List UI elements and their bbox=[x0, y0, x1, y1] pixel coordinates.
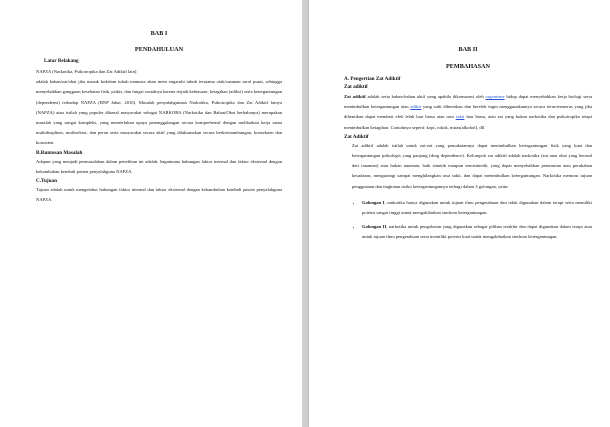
document-page-right bbox=[309, 0, 610, 427]
section-heading-latar-belakang: Latar Belakang bbox=[44, 58, 79, 64]
section-heading-pengertian: A. Pengertian Zat Adiktif bbox=[344, 76, 401, 82]
link-sakit[interactable]: sakit bbox=[455, 114, 465, 120]
link-adiksi[interactable]: adiksi bbox=[410, 104, 422, 110]
section-heading-rumusan: B.Rumusan Masalah bbox=[36, 149, 83, 156]
paragraph-latar-body: adalah bahan/zat/obat jika masuk kedalam tubuh manusia akan mem engaruhi tubuh terutama otak/susunan saraf pusat, sehingga menyebabkan gangguan kesehatan fisik, psikis, dan fungsi sosialnya karena terjadi kebiasaan, ketagihan (adiksi) serta ketergantungan (dependensi) terhadap NAPZA (BNP Jabar, 2010). Masalah penyalahgunaan Narkotika, Psikotropika dan Zat Adiktif lainya (NAPZA) atau istilah yang populer dikenal masyarakat sebagai NARKOBA (Narkotika dan Bahan/Obat berbahanya) merupakan masalah yang sangat kompleks, yang memerlukan upaya penanggulangan secara komprehensif dengan melibatkan kerja sama multidisipliner, multisektor, dan peran serta masyarakat secara aktif yang dilaksanakan secara berkesinambungan, konsekuen dan konsisten. bbox=[36, 79, 282, 146]
paragraph-rumusan: Adapun yang menjadi permasalahan dalam penelitian ini adalah: bagaimana hubungan faktor internal dan faktor eksternal dengan kekambuhan kembali pasien penyalahguna NAPZA. bbox=[36, 158, 282, 174]
subheading-zat-adiktif: Zat adiktif bbox=[344, 84, 368, 90]
chapter-title: PENDAHULUAN bbox=[134, 46, 184, 53]
chapter-number-2: BAB II bbox=[458, 46, 478, 53]
paragraph-definition-1: Zat adiktif adalah serta bahan-bahan aktif yang apabila dikonsumsi oleh organisme hidup dapat menyebabkan kerja biologi serta menimbulkan ketergantungan atau adiksi yang sulit dihentikan dan berefek ingin menggunakannya secara terus-menerus yang jika dihentikan dapat memberi efek lelah luar biasa atau rasa sakit luar biasa, atau zat yang bukan narkotika dan psikotropika tetapi menimbulkan ketagihan. Contohnya seperti: kopi, rokok, miras(alkohol), dll bbox=[344, 94, 592, 130]
page-gap bbox=[302, 0, 309, 427]
document-page-left bbox=[0, 0, 302, 427]
chapter-title-2: PEMBAHASAN bbox=[445, 63, 490, 70]
subheading-zat-adiktif-2: Zat Adiktif bbox=[344, 133, 369, 140]
section-heading-tujuan: C.Tujuan bbox=[36, 178, 58, 185]
link-organisme[interactable]: organisme bbox=[485, 94, 505, 99]
paragraph-latar-intro: NAPZA (Narkotika, Psikotropika dan Zat Adiktif lain) bbox=[36, 69, 137, 74]
list-item: • Golongan I, narkotika hanya digunakan untuk tujuan ilmu pengetahuan dan tidak digunakan dalam terapi serta memiliki potensi sangat tinggi untuk mengakibatkan sindrom ketergantungan. bbox=[362, 198, 592, 218]
list-item: • Golongan II, narkotika untuk pengobatan yang digunakan sebagai pilihan terakhir dan dapat digunakan dalam terapi atau untuk tujuan ilmu pengetahuan serta memiliki potensi kuat untuk mengakibatkan sindrom ketergantungan. bbox=[362, 222, 592, 242]
chapter-number: BAB I bbox=[150, 30, 168, 37]
paragraph-tujuan: Tujuan adalah untuk mengetahui hubungan faktor internal dan faktor eksternal dengan kekambuhan kembali pasien penyalahguna NAPZA. bbox=[36, 187, 282, 203]
paragraph-definition-2: Zat adiktif adalah istilah untuk zat-zat yang pemakaiannya dapat menimbulkan ketergantungan fisik yang kuat dan ketergantungan psikologis yang panjang (drug dependence). Kelompok zat adiktif adalah narkotika (zat atau obat yang berasal dari tanaman) atau bukan tanaman, baik sintetik maupun semisintetik, yang dapat menyebabkan penurunan atau perubahan kesadaran, mengurangi sampai menghilangkan rasa sakit, dan dapat menimbulkan ketergantungan. Narkotika menurut tujuan penggunaan dan tingkatan risiko ketergantungannya terbagi dalam 3 golongan, yaitu: bbox=[352, 142, 592, 189]
golongan-list bbox=[344, 198, 592, 243]
term-zat-adiktif: Zat adiktif bbox=[344, 94, 366, 99]
